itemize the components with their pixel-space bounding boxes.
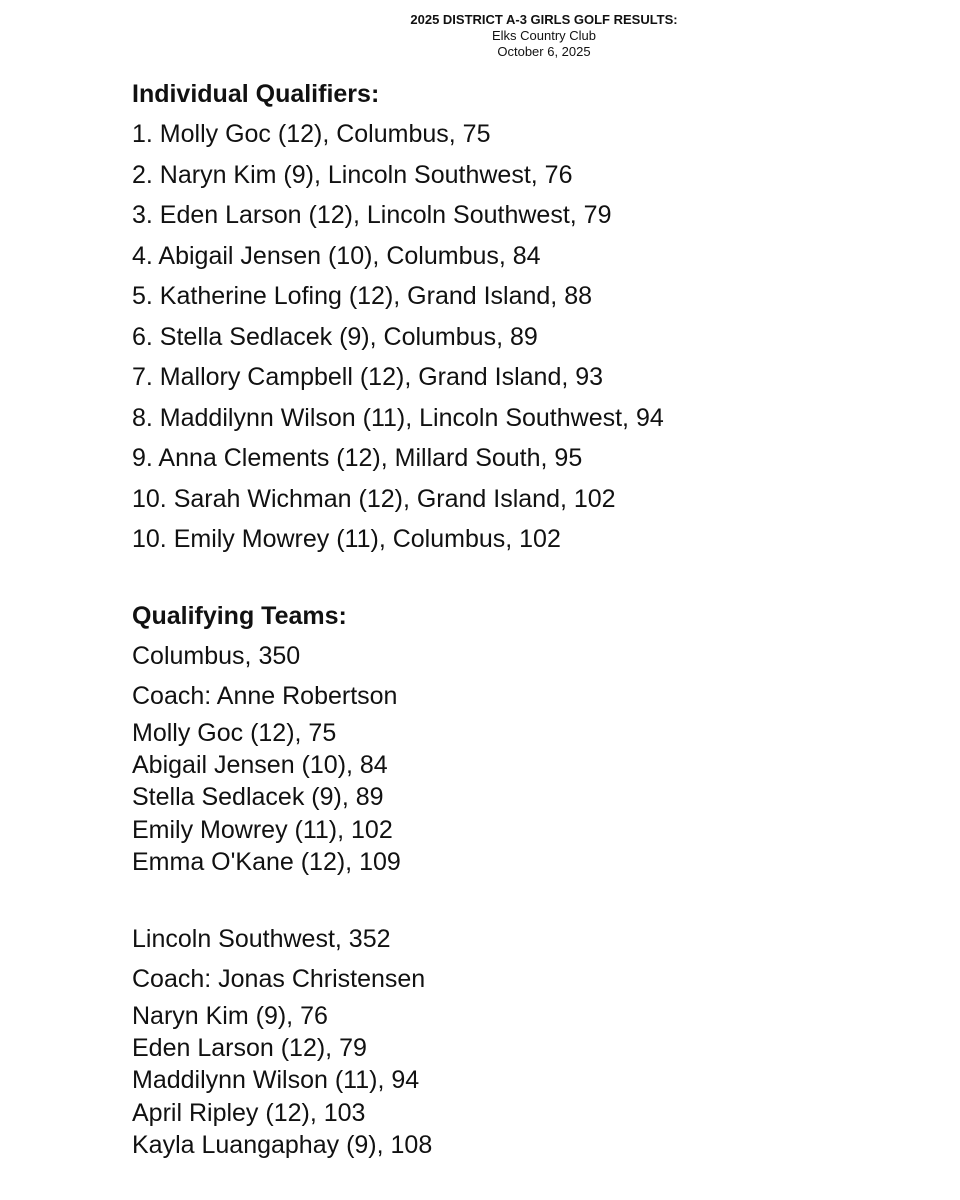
team-member: Abigail Jensen (10), 84 (132, 750, 388, 779)
team-roster (132, 717, 912, 879)
team-member: Kayla Luangaphay (9), 108 (132, 1131, 433, 1160)
date-line: October 6, 2025 (497, 44, 591, 59)
individual-qualifiers-list (132, 114, 912, 560)
team-name-score: Columbus, 350 (132, 641, 301, 670)
qualifier-item: 9. Anna Clements (12), Millard South, 95 (132, 444, 583, 472)
team-member: April Ripley (12), 103 (132, 1098, 366, 1127)
team-member: Stella Sedlacek (9), 89 (132, 783, 384, 812)
results-body (132, 74, 912, 1162)
qualifier-item: 2. Naryn Kim (9), Lincoln Southwest, 76 (132, 160, 573, 189)
qualifier-item: 3. Eden Larson (12), Lincoln Southwest, 79 (132, 201, 612, 229)
team-member: Maddilynn Wilson (11), 94 (132, 1066, 420, 1095)
team-roster (132, 1000, 912, 1162)
team-block-columbus (132, 636, 912, 879)
venue-line: Elks Country Club (491, 28, 597, 43)
qualifier-item: 10. Sarah Wichman (12), Grand Island, 102 (132, 484, 616, 513)
qualifier-item: 4. Abigail Jensen (10), Columbus, 84 (132, 241, 541, 270)
team-member: Emma O'Kane (12), 109 (132, 848, 401, 877)
qualifier-item: 8. Maddilynn Wilson (11), Lincoln Southwest, 94 (132, 403, 664, 432)
qualifying-teams-heading: Qualifying Teams: (132, 601, 347, 630)
team-name-score: Lincoln Southwest, 352 (132, 924, 391, 953)
qualifier-item: 10. Emily Mowrey (11), Columbus, 102 (132, 525, 561, 553)
team-coach: Coach: Jonas Christensen (132, 965, 426, 994)
document-title: 2025 DISTRICT A-3 GIRLS GOLF RESULTS: (410, 12, 678, 27)
team-member: Naryn Kim (9), 76 (132, 1001, 328, 1030)
team-member: Molly Goc (12), 75 (132, 718, 337, 747)
team-member: Emily Mowrey (11), 102 (132, 815, 393, 844)
document-header (0, 12, 960, 60)
team-member: Eden Larson (12), 79 (132, 1033, 367, 1062)
individual-qualifiers-heading: Individual Qualifiers: (132, 80, 380, 108)
qualifier-item: 6. Stella Sedlacek (9), Columbus, 89 (132, 322, 538, 351)
qualifier-item: 7. Mallory Campbell (12), Grand Island, 93 (132, 363, 604, 391)
team-block-lincoln-southwest (132, 919, 912, 1162)
team-coach: Coach: Anne Robertson (132, 682, 398, 710)
qualifier-item: 1. Molly Goc (12), Columbus, 75 (132, 120, 491, 148)
qualifier-item: 5. Katherine Lofing (12), Grand Island, 88 (132, 282, 593, 310)
